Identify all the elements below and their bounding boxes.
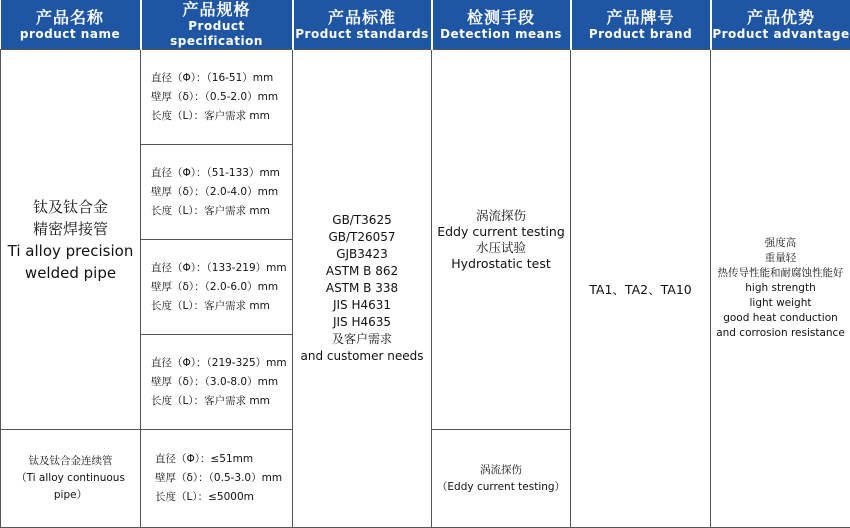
header-product-name: 产品名称 product name	[1, 0, 141, 50]
detection-cell-welded: 涡流探伤 Eddy current testing 水压试验 Hydrostatic test	[432, 50, 571, 430]
header-product-standards: 产品标准 Product standards	[293, 0, 432, 50]
spec-cell: 直径（Φ）：（16-51）mm 壁厚（δ）：（0.5-2.0）mm 长度（L）：客户需求 mm	[141, 50, 293, 145]
spec-cell: 直径（Φ）：（51-133）mm 壁厚（δ）：（2.0-4.0）mm 长度（L）：客户需求 mm	[141, 145, 293, 240]
header-detection-means: 检测手段 Detection means	[432, 0, 571, 50]
header-product-specification: 产品规格 Product specification	[141, 0, 293, 50]
header-product-brand: 产品牌号 Product brand	[571, 0, 711, 50]
spec-cell-continuous: 直径（Φ）：≤51mm 壁厚（δ）：（0.5-3.0）mm 长度（L）：≤5000m	[141, 430, 293, 528]
product-name-continuous-pipe: 钛及钛合金连续管 （Ti alloy continuous pipe）	[1, 430, 141, 528]
spec-cell: 直径（Φ）：（219-325）mm 壁厚（δ）：（3.0-8.0）mm 长度（L）：客户需求 mm	[141, 335, 293, 430]
detection-cell-continuous: 涡流探伤 （Eddy current testing）	[432, 430, 571, 528]
product-standards-cell: GB/T3625 GB/T26057 GJB3423 ASTM B 862 ASTM B 338 JIS H4631 JIS H4635 及客户需求 and customer needs	[293, 50, 432, 528]
product-brand-cell: TA1、TA2、TA10	[571, 50, 711, 528]
product-name-welded-pipe: 钛及钛合金 精密焊接管 Ti alloy precision welded pipe	[1, 50, 141, 430]
table-header-row	[1, 0, 850, 50]
product-advantage-cell: 强度高 重量轻 热传导性能和耐腐蚀性能好 high strength light weight good heat conduction and corrosion resistance	[711, 50, 850, 528]
table-row	[1, 50, 850, 145]
header-product-advantage: 产品优势 Product advantage	[711, 0, 850, 50]
spec-cell: 直径（Φ）：（133-219）mm 壁厚（δ）：（2.0-6.0）mm 长度（L）：客户需求 mm	[141, 240, 293, 335]
